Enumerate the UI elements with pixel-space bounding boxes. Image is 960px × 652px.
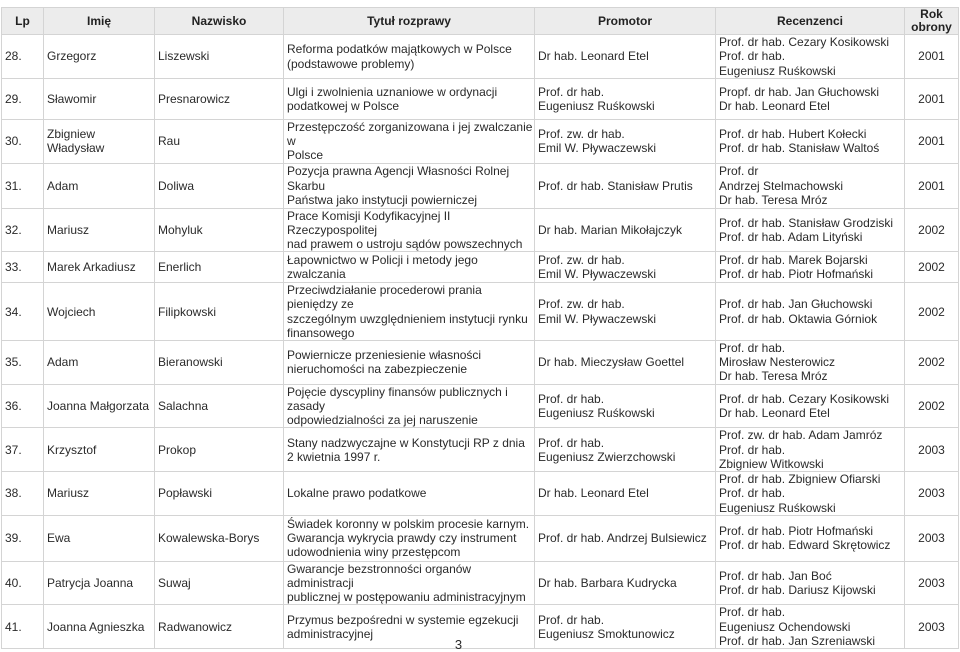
- recenzenci-line: Prof. dr hab.: [719, 605, 786, 620]
- tytul-line: Lokalne prawo podatkowe: [287, 486, 427, 501]
- tytul-line: podatkowej w Polsce: [287, 99, 400, 113]
- cell-promotor: [535, 79, 716, 120]
- cell-rok: 2003: [905, 515, 959, 561]
- cell-lp: 29.: [2, 79, 44, 120]
- cell-rok: 2003: [905, 605, 959, 649]
- cell-recenzenci: [716, 35, 905, 79]
- cell-imie: Grzegorz: [44, 35, 155, 79]
- table-row: [2, 120, 959, 164]
- cell-rok: 2001: [905, 120, 959, 164]
- cell-recenzenci: [716, 252, 905, 283]
- cell-imie: Joanna Agnieszka: [44, 605, 155, 649]
- tytul-line: Stany nadzwyczajne w Konstytucji RP z dnia: [287, 435, 525, 450]
- cell-promotor: [535, 283, 716, 341]
- cell-tytul: [284, 283, 535, 341]
- header-promotor: Promotor: [535, 8, 716, 35]
- cell-rok: 2003: [905, 561, 959, 605]
- tytul-line: finansowego: [287, 325, 355, 340]
- cell-promotor: [535, 35, 716, 79]
- recenzenci-line: Prof. dr hab. Jan Boć: [719, 568, 832, 583]
- tytul-line: administracyjnej: [287, 626, 374, 641]
- cell-imie: Mariusz: [44, 208, 155, 252]
- cell-rok: 2002: [905, 208, 959, 252]
- cell-nazwisko: Presnarowicz: [155, 79, 284, 120]
- header-rok: [905, 8, 959, 35]
- cell-tytul: [284, 515, 535, 561]
- cell-rok: 2001: [905, 163, 959, 208]
- recenzenci-line: Prof. dr hab.: [719, 49, 786, 64]
- cell-lp: 40.: [2, 561, 44, 605]
- promotor-line: Prof. dr hab.: [538, 435, 605, 450]
- cell-recenzenci: [716, 283, 905, 341]
- recenzenci-line: Eugeniusz Ruśkowski: [719, 63, 836, 78]
- cell-lp: 28.: [2, 35, 44, 79]
- recenzenci-line: Prof. dr hab. Piotr Hofmański: [719, 267, 874, 282]
- cell-promotor: [535, 341, 716, 385]
- cell-promotor: [535, 252, 716, 283]
- table-row: [2, 163, 959, 208]
- tytul-line: udowodnienia winy przestępcom: [287, 545, 461, 560]
- cell-tytul: [284, 79, 535, 120]
- cell-imie: Ewa: [44, 515, 155, 561]
- tytul-line: szczególnym uwzględnieniem instytucji rynku: [287, 311, 528, 326]
- promotor-line: Eugeniusz Ruśkowski: [538, 405, 655, 420]
- cell-rok: 2002: [905, 283, 959, 341]
- tytul-line: Państwa jako instytucji powierniczej: [287, 192, 478, 207]
- tytul-line: Przestępczość zorganizowana i jej zwalczanie w: [287, 120, 533, 149]
- table-row: [2, 472, 959, 516]
- theses-table: [1, 7, 959, 649]
- tytul-line: Gwarancja wykrycia prawdy czy instrument: [287, 531, 517, 546]
- cell-nazwisko: Liszewski: [155, 35, 284, 79]
- cell-rok: 2002: [905, 252, 959, 283]
- recenzenci-line: Prof. dr hab. Zbigniew Ofiarski: [719, 472, 881, 487]
- recenzenci-line: Prof. dr hab. Hubert Kołecki: [719, 127, 867, 142]
- cell-imie: Adam: [44, 341, 155, 385]
- promotor-line: Prof. dr hab. Andrzej Bulsiewicz: [538, 531, 707, 546]
- cell-promotor: [535, 384, 716, 428]
- cell-lp: 39.: [2, 515, 44, 561]
- header-lp: Lp: [2, 8, 44, 35]
- header-rok-line2: obrony: [911, 20, 952, 34]
- tytul-line: Reforma podatków majątkowych w Polsce: [287, 42, 512, 57]
- recenzenci-line: Prof. dr hab.: [719, 486, 786, 501]
- promotor-line: Emil W. Pływaczewski: [538, 141, 657, 156]
- cell-nazwisko: Prokop: [155, 428, 284, 472]
- cell-imie: Zbigniew Władysław: [44, 120, 155, 164]
- recenzenci-line: Prof. dr hab. Stanisław Waltoś: [719, 141, 880, 156]
- table-row: [2, 208, 959, 252]
- tytul-line: (podstawowe problemy): [287, 56, 415, 71]
- cell-recenzenci: [716, 120, 905, 164]
- recenzenci-line: Mirosław Nesterowicz: [719, 355, 836, 370]
- cell-tytul: [284, 163, 535, 208]
- recenzenci-line: Prof. dr hab. Adam Lityński: [719, 229, 863, 244]
- recenzenci-line: Prof. dr hab. Piotr Hofmański: [719, 524, 874, 539]
- recenzenci-line: Andrzej Stelmachowski: [719, 178, 844, 193]
- cell-nazwisko: Enerlich: [155, 252, 284, 283]
- cell-promotor: [535, 561, 716, 605]
- promotor-line: Dr hab. Leonard Etel: [538, 486, 649, 501]
- promotor-line: Dr hab. Mieczysław Goettel: [538, 355, 685, 370]
- cell-recenzenci: [716, 472, 905, 516]
- recenzenci-line: Eugeniusz Ruśkowski: [719, 500, 836, 515]
- cell-nazwisko: Popławski: [155, 472, 284, 516]
- tytul-line: nad prawem o ustroju sądów powszechnych: [287, 237, 523, 252]
- table-row: [2, 428, 959, 472]
- tytul-line: Ulgi i zwolnienia uznaniowe w ordynacji: [287, 84, 498, 99]
- cell-promotor: [535, 163, 716, 208]
- promotor-line: Dr hab. Marian Mikołajczyk: [538, 222, 683, 237]
- recenzenci-line: Propf. dr hab. Jan Głuchowski: [719, 84, 880, 99]
- recenzenci-line: Prof. dr hab. Stanisław Grodziski: [719, 215, 894, 230]
- recenzenci-line: Zbigniew Witkowski: [719, 456, 824, 471]
- cell-nazwisko: Salachna: [155, 384, 284, 428]
- cell-lp: 32.: [2, 208, 44, 252]
- cell-imie: Krzysztof: [44, 428, 155, 472]
- cell-promotor: [535, 428, 716, 472]
- recenzenci-line: Prof. dr hab. Marek Bojarski: [719, 253, 868, 268]
- cell-imie: Mariusz: [44, 472, 155, 516]
- cell-rok: 2003: [905, 428, 959, 472]
- promotor-line: Emil W. Pływaczewski: [538, 311, 657, 326]
- tytul-line: 2 kwietnia 1997 r.: [287, 449, 381, 464]
- recenzenci-line: Prof. zw. dr hab. Adam Jamróz: [719, 428, 883, 443]
- cell-tytul: [284, 208, 535, 252]
- promotor-line: Prof. zw. dr hab.: [538, 127, 625, 142]
- table-row: [2, 252, 959, 283]
- cell-imie: Sławomir: [44, 79, 155, 120]
- tytul-line: Świadek koronny w polskim procesie karnym.: [287, 517, 530, 532]
- tytul-line: Łapownictwo w Policji i metody jego zwalczania: [287, 253, 478, 282]
- tytul-line: odpowiedzialności za jej naruszenie: [287, 413, 478, 428]
- promotor-line: Eugeniusz Zwierzchowski: [538, 449, 676, 464]
- cell-rok: 2003: [905, 472, 959, 516]
- tytul-line: Polsce: [287, 148, 324, 163]
- table-row: [2, 79, 959, 120]
- cell-nazwisko: Kowalewska-Borys: [155, 515, 284, 561]
- cell-lp: 33.: [2, 252, 44, 283]
- cell-recenzenci: [716, 515, 905, 561]
- recenzenci-line: Prof. dr hab.: [719, 442, 786, 457]
- promotor-line: Emil W. Pływaczewski: [538, 267, 657, 282]
- cell-promotor: [535, 120, 716, 164]
- cell-promotor: [535, 515, 716, 561]
- cell-recenzenci: [716, 163, 905, 208]
- cell-recenzenci: [716, 384, 905, 428]
- recenzenci-line: Dr hab. Teresa Mróz: [719, 192, 828, 207]
- cell-imie: Marek Arkadiusz: [44, 252, 155, 283]
- cell-lp: 38.: [2, 472, 44, 516]
- cell-tytul: [284, 428, 535, 472]
- tytul-line: Przymus bezpośredni w systemie egzekucji: [287, 612, 519, 627]
- tytul-line: nieruchomości na zabezpieczenie: [287, 362, 468, 377]
- promotor-line: Prof. zw. dr hab.: [538, 253, 625, 268]
- cell-nazwisko: Suwaj: [155, 561, 284, 605]
- header-rok-line1: Rok: [920, 7, 943, 21]
- table-row: [2, 283, 959, 341]
- cell-recenzenci: [716, 79, 905, 120]
- header-recenzenci: Recenzenci: [716, 8, 905, 35]
- recenzenci-line: Prof. dr hab. Cezary Kosikowski: [719, 391, 890, 406]
- recenzenci-line: Dr hab. Teresa Mróz: [719, 369, 828, 384]
- recenzenci-line: Prof. dr: [719, 164, 759, 179]
- cell-nazwisko: Rau: [155, 120, 284, 164]
- table-row: [2, 341, 959, 385]
- header-nazwisko: Nazwisko: [155, 8, 284, 35]
- promotor-line: Eugeniusz Smoktunowicz: [538, 626, 675, 641]
- promotor-line: Dr hab. Leonard Etel: [538, 49, 649, 64]
- cell-tytul: [284, 384, 535, 428]
- cell-rok: 2001: [905, 35, 959, 79]
- cell-nazwisko: Mohyluk: [155, 208, 284, 252]
- tytul-line: publicznej w postępowaniu administracyjnym: [287, 590, 526, 605]
- table-row: [2, 515, 959, 561]
- tytul-line: Prace Komisji Kodyfikacyjnej II Rzeczypospolitej: [287, 208, 451, 237]
- recenzenci-line: Prof. dr hab. Oktawia Górniok: [719, 311, 878, 326]
- cell-rok: 2002: [905, 384, 959, 428]
- cell-lp: 35.: [2, 341, 44, 385]
- table-row: [2, 384, 959, 428]
- cell-recenzenci: [716, 341, 905, 385]
- cell-nazwisko: Radwanowicz: [155, 605, 284, 649]
- recenzenci-line: Prof. dr hab. Edward Skrętowicz: [719, 538, 891, 553]
- cell-lp: 31.: [2, 163, 44, 208]
- recenzenci-line: Dr hab. Leonard Etel: [719, 405, 830, 420]
- recenzenci-line: Dr hab. Leonard Etel: [719, 99, 830, 113]
- recenzenci-line: Prof. dr hab. Jan Szreniawski: [719, 633, 876, 648]
- cell-nazwisko: Doliwa: [155, 163, 284, 208]
- cell-lp: 41.: [2, 605, 44, 649]
- tytul-line: Powiernicze przeniesienie własności: [287, 348, 482, 363]
- recenzenci-line: Eugeniusz Ochendowski: [719, 619, 851, 634]
- cell-rok: 2001: [905, 79, 959, 120]
- cell-tytul: [284, 120, 535, 164]
- promotor-line: Eugeniusz Ruśkowski: [538, 99, 655, 113]
- recenzenci-line: Prof. dr hab. Cezary Kosikowski: [719, 35, 890, 50]
- cell-promotor: [535, 472, 716, 516]
- promotor-line: Prof. dr hab.: [538, 391, 605, 406]
- cell-lp: 36.: [2, 384, 44, 428]
- page-number: 3: [454, 637, 463, 652]
- recenzenci-line: Prof. dr hab. Jan Głuchowski: [719, 297, 873, 312]
- cell-tytul: [284, 35, 535, 79]
- cell-recenzenci: [716, 208, 905, 252]
- cell-nazwisko: Bieranowski: [155, 341, 284, 385]
- tytul-line: Przeciwdziałanie procederowi prania pieniędzy ze: [287, 283, 482, 312]
- cell-imie: Patrycja Joanna: [44, 561, 155, 605]
- recenzenci-line: Prof. dr hab.: [719, 341, 786, 356]
- cell-lp: 30.: [2, 120, 44, 164]
- cell-promotor: [535, 208, 716, 252]
- tytul-line: Pojęcie dyscypliny finansów publicznych i zasady: [287, 384, 508, 413]
- cell-tytul: [284, 341, 535, 385]
- promotor-line: Prof. dr hab.: [538, 84, 605, 99]
- cell-imie: Wojciech: [44, 283, 155, 341]
- promotor-line: Prof. dr hab.: [538, 612, 605, 627]
- promotor-line: Prof. zw. dr hab.: [538, 297, 625, 312]
- tytul-line: Pozycja prawna Agencji Własności Rolnej Skarbu: [287, 164, 510, 193]
- cell-tytul: [284, 472, 535, 516]
- cell-recenzenci: [716, 561, 905, 605]
- header-tytul: Tytuł rozprawy: [284, 8, 535, 35]
- tytul-line: Gwarancje bezstronności organów administracji: [287, 561, 472, 591]
- cell-imie: Adam: [44, 163, 155, 208]
- cell-nazwisko: Filipkowski: [155, 283, 284, 341]
- cell-lp: 34.: [2, 283, 44, 341]
- header-imie: Imię: [44, 8, 155, 35]
- promotor-line: Dr hab. Barbara Kudrycka: [538, 576, 677, 591]
- cell-lp: 37.: [2, 428, 44, 472]
- recenzenci-line: Prof. dr hab. Dariusz Kijowski: [719, 583, 876, 598]
- cell-rok: 2002: [905, 341, 959, 385]
- cell-tytul: [284, 252, 535, 283]
- promotor-line: Prof. dr hab. Stanisław Prutis: [538, 178, 693, 193]
- cell-recenzenci: [716, 428, 905, 472]
- table-row: [2, 561, 959, 605]
- table-header-row: [2, 8, 959, 35]
- table-row: [2, 35, 959, 79]
- cell-tytul: [284, 561, 535, 605]
- cell-imie: Joanna Małgorzata: [44, 384, 155, 428]
